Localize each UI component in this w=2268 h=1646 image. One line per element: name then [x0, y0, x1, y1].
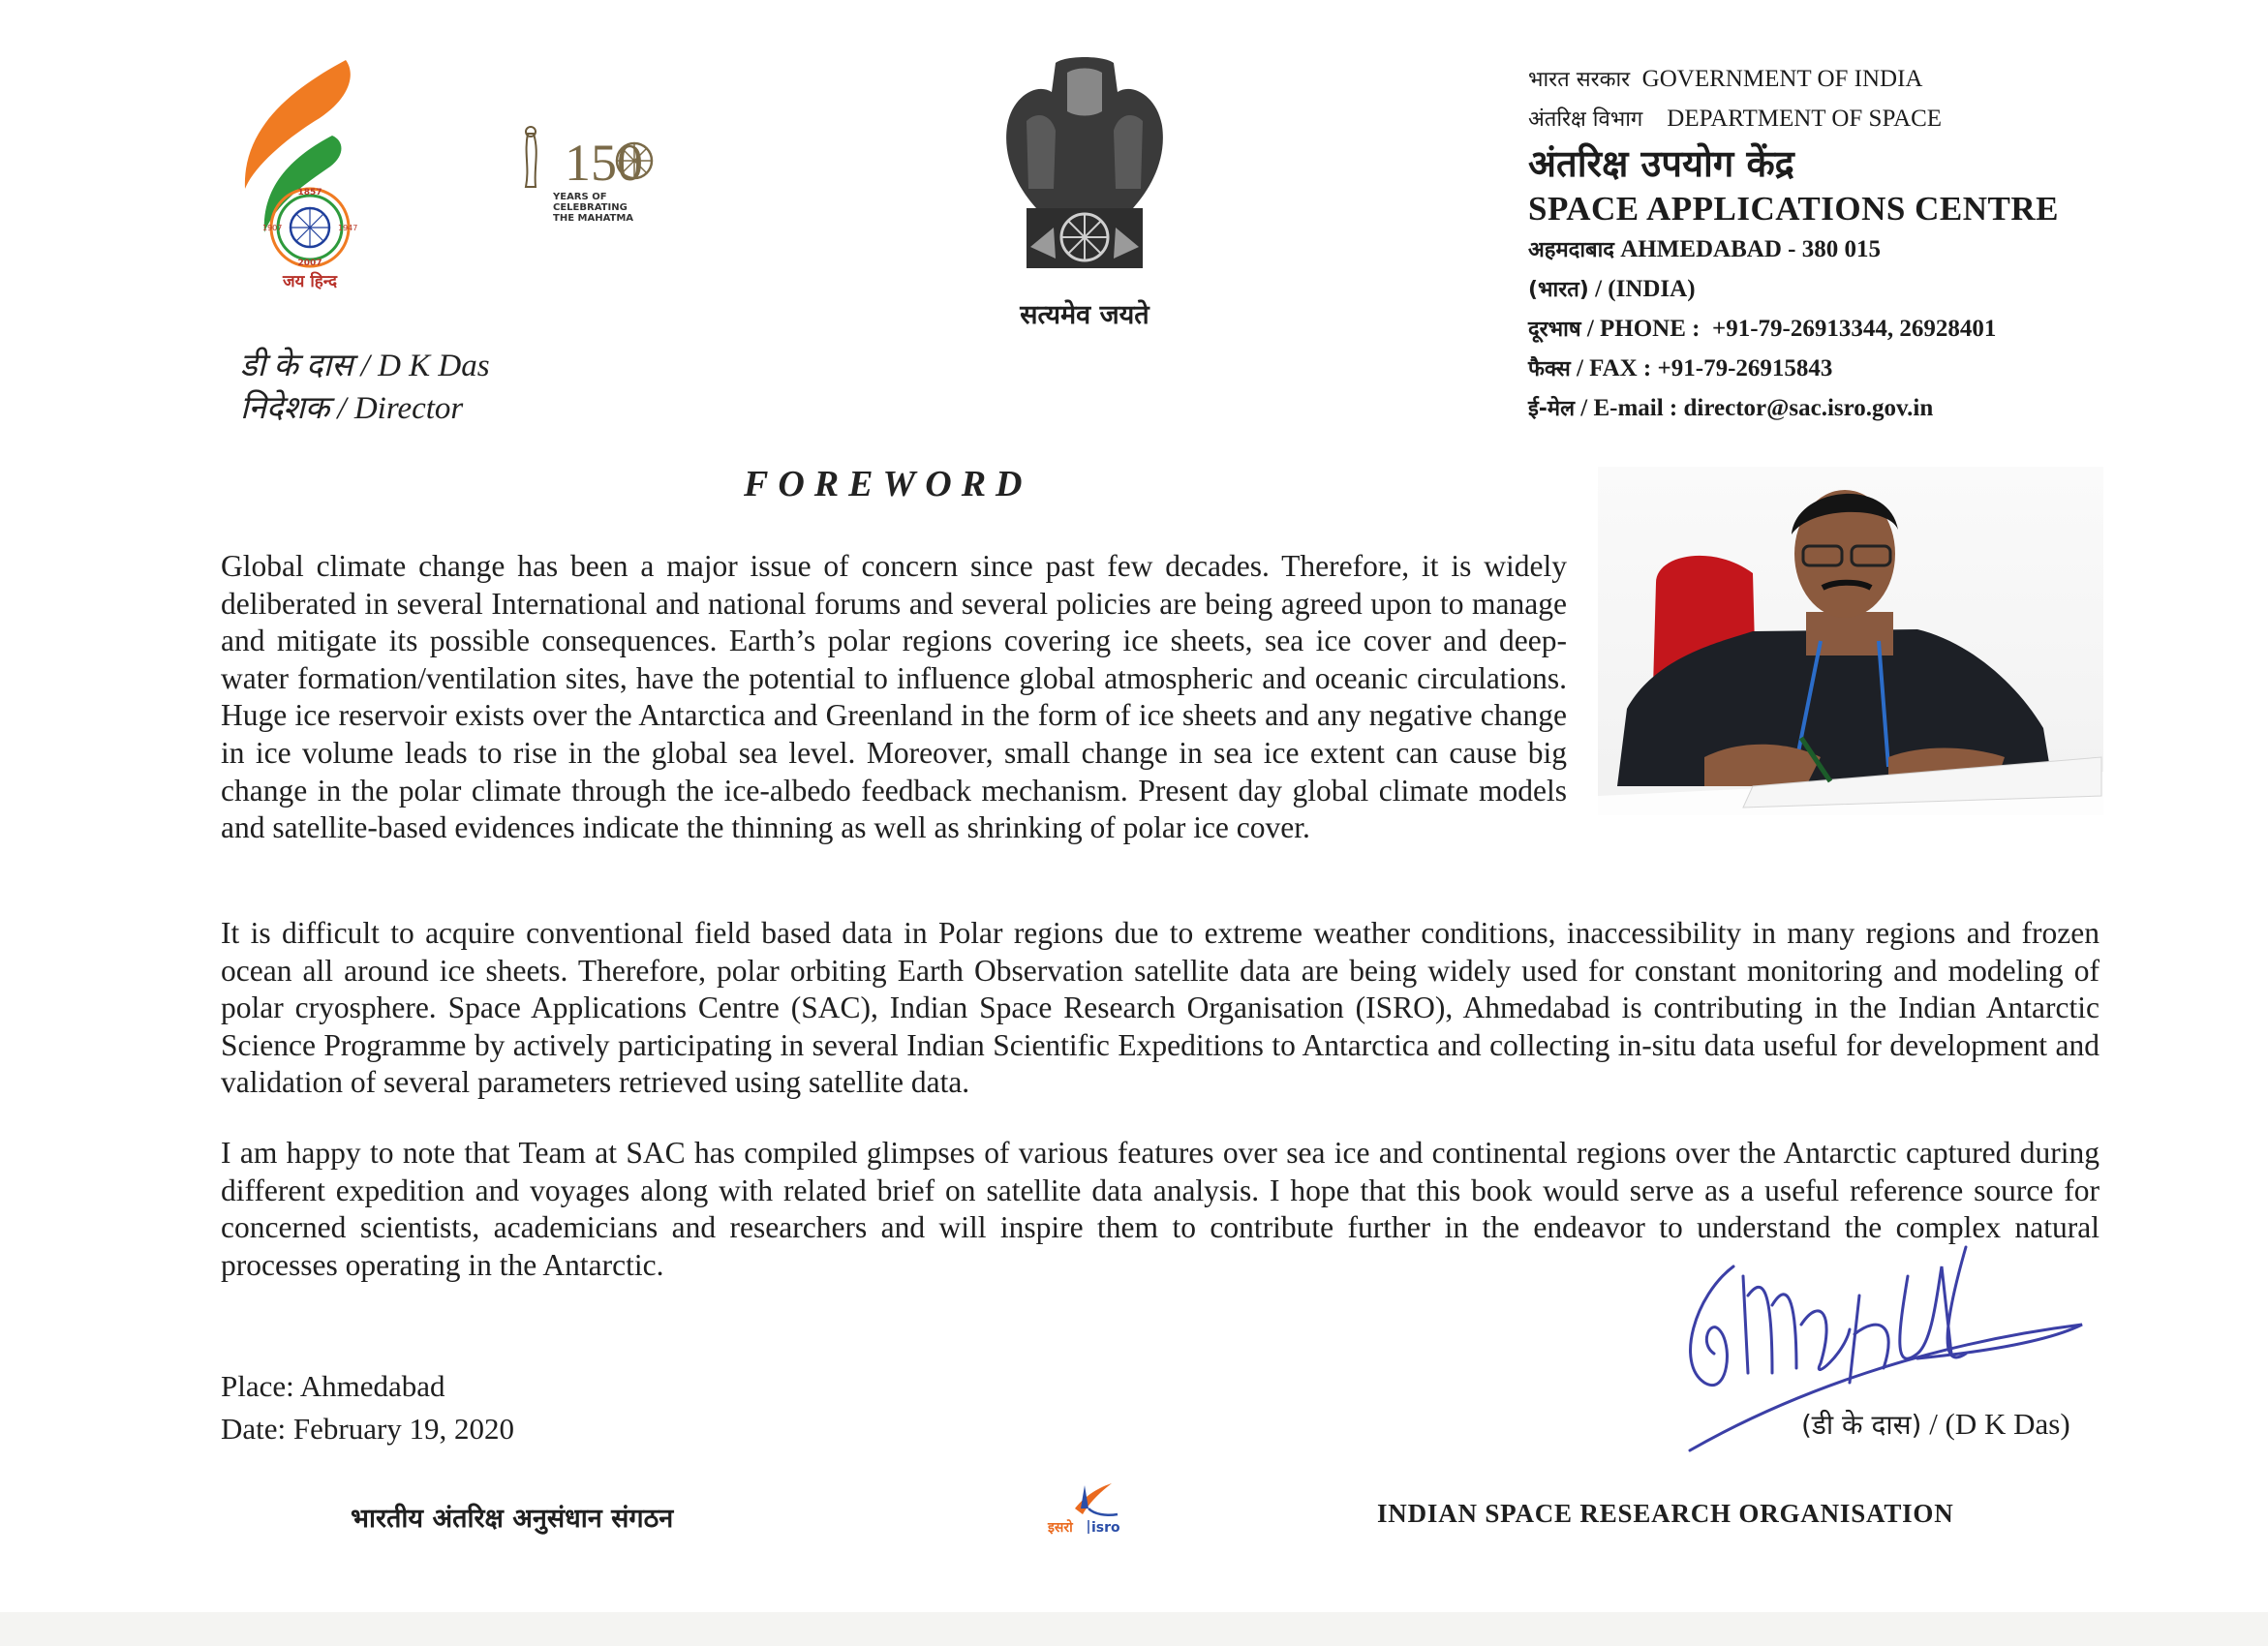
- fax-line: [1528, 350, 2225, 389]
- fax-value: +91-79-26915843: [1657, 355, 1833, 381]
- country-line: [1528, 270, 2225, 310]
- isro-logo-english: isro: [1091, 1520, 1120, 1536]
- gandhi-150-emblem-icon: [518, 124, 663, 230]
- footer-org-english: INDIAN SPACE RESEARCH ORGANISATION: [1377, 1499, 1954, 1528]
- dept-line: [1528, 100, 2225, 139]
- email-hindi: ई-मेल: [1528, 397, 1576, 421]
- email-line: [1528, 389, 2225, 429]
- director-photo: [1598, 467, 2103, 815]
- jai-hind-flame-icon: [237, 58, 363, 295]
- fax-label: / FAX :: [1576, 355, 1652, 381]
- gandhi-150-number: 150: [565, 134, 643, 192]
- email-value[interactable]: director@sac.isro.gov.in: [1683, 395, 1934, 421]
- gandhi-caption-line-2: CELEBRATING: [553, 202, 628, 213]
- director-portrait-icon: [1598, 467, 2103, 815]
- country-english: / (INDIA): [1595, 276, 1696, 302]
- lion-capital-icon: [997, 53, 1172, 290]
- foreword-paragraph-1: Global climate change has been a major issue of concern since past few decades. Therefore, it is widely deliberated in several International and national forums and several policies are being agreed upon to manage and mitigate its possible consequences. Earth’s polar regions covering ice sheets, sea ice cover and deep-water formation/ventilation sites, have the potential to influence global atmospheric and oceanic circulations. Huge ice reservoir exists over the Antarctica and Greenland in the form of ice sheets and any negative change in ice volume leads to rise in the global sea level. Moreover, small change in sea ice extent can cause big change in the polar climate through the ice-albedo feedback mechanism. Present day global climate models and satellite-based evidences indicate the thinning as well as shrinking of polar ice cover.: [221, 549, 1567, 845]
- city-line: [1528, 230, 2225, 270]
- phone-label: / PHONE :: [1586, 316, 1701, 342]
- footer-org-hindi: भारतीय अंतरिक्ष अनुसंधान संगठन: [351, 1504, 674, 1534]
- place-date-block: [221, 1365, 514, 1450]
- jai-hind-year-top: 1857: [297, 188, 322, 198]
- place-line: Place: Ahmedabad: [221, 1369, 445, 1403]
- signatory-name-hindi: (डी के दास): [1801, 1409, 1922, 1441]
- phone-value: +91-79-26913344, 26928401: [1711, 316, 1997, 342]
- city-english: AHMEDABAD - 380 015: [1620, 236, 1881, 262]
- page-bottom-edge: [0, 1612, 2268, 1646]
- foreword-title: FOREWORD: [744, 464, 1032, 504]
- centre-hindi: अंतरिक्ष उपयोग केंद्र: [1528, 142, 1794, 185]
- govt-hindi: भारत सरकार: [1528, 68, 1631, 92]
- director-block: [240, 345, 490, 430]
- date-line: Date: February 19, 2020: [221, 1412, 515, 1446]
- jai-hind-logo: [237, 58, 363, 295]
- phone-line: [1528, 310, 2225, 350]
- city-hindi: अहमदाबाद: [1528, 238, 1614, 262]
- country-hindi: (भारत): [1528, 278, 1589, 302]
- isro-logo-hindi: इसरो: [1048, 1520, 1073, 1536]
- govt-english: GOVERNMENT OF INDIA: [1641, 66, 1923, 92]
- email-label: / E-mail :: [1580, 395, 1678, 421]
- jai-hind-year-right: 1947: [338, 224, 358, 232]
- gandhi-caption-line-3: THE MAHATMA: [553, 213, 634, 224]
- signatory-name: [1801, 1406, 2070, 1443]
- govt-line: [1528, 60, 2225, 100]
- isro-logo: [1046, 1479, 1125, 1538]
- national-emblem: [997, 53, 1172, 339]
- jai-hind-year-left: 1907: [262, 224, 283, 232]
- centre-english: SPACE APPLICATIONS CENTRE: [1528, 190, 2059, 228]
- dept-english: DEPARTMENT OF SPACE: [1667, 106, 1943, 132]
- director-name: डी के दास / D K Das: [240, 349, 490, 383]
- jai-hind-caption: जय हिन्द: [282, 272, 338, 291]
- gandhi-caption-line-1: YEARS OF: [553, 192, 607, 202]
- signatory-name-english: / (D K Das): [1929, 1407, 2070, 1441]
- dept-hindi: अंतरिक्ष विभाग: [1528, 107, 1643, 132]
- fax-hindi: फैक्स: [1528, 357, 1571, 381]
- foreword-paragraph-2: It is difficult to acquire conventional field based data in Polar regions due to extreme weather conditions, inaccessibility in many regions and frozen ocean all around ice sheets. Therefore, polar orbiting Earth Observation satellite data are being widely used for constant monitoring and modeling of polar cryosphere. Space Applications Centre (SAC), Indian Space Research Organisation (ISRO), Ahmedabad is contributing in the Indian Antarctic Science Programme by actively participating in several Indian Scientific Expeditions to Antarctica and collecting in-situ data useful for development and validation of several parameters retrieved using satellite data.: [221, 916, 2099, 1100]
- director-title: निदेशक / Director: [240, 391, 464, 426]
- phone-hindi: दूरभाष: [1528, 318, 1581, 342]
- emblem-motto: सत्यमेव जयते: [1020, 300, 1149, 330]
- jai-hind-year-bottom: 2007: [297, 259, 322, 268]
- letterhead: [1528, 60, 2225, 429]
- mahatma-150-logo: [518, 124, 663, 230]
- isro-rocket-logo-icon: [1046, 1479, 1125, 1538]
- foreword-paragraph-3: I am happy to note that Team at SAC has compiled glimpses of various features over sea ice and continental regions over the Antarctic captured during different expedition and voyages along with related brief on satellite data analysis. I hope that this book would serve as a useful reference source for concerned scientists, academicians and researchers and will inspire them to contribute further in the endeavor to understand the complex natural processes operating in the Antarctic.: [221, 1136, 2099, 1282]
